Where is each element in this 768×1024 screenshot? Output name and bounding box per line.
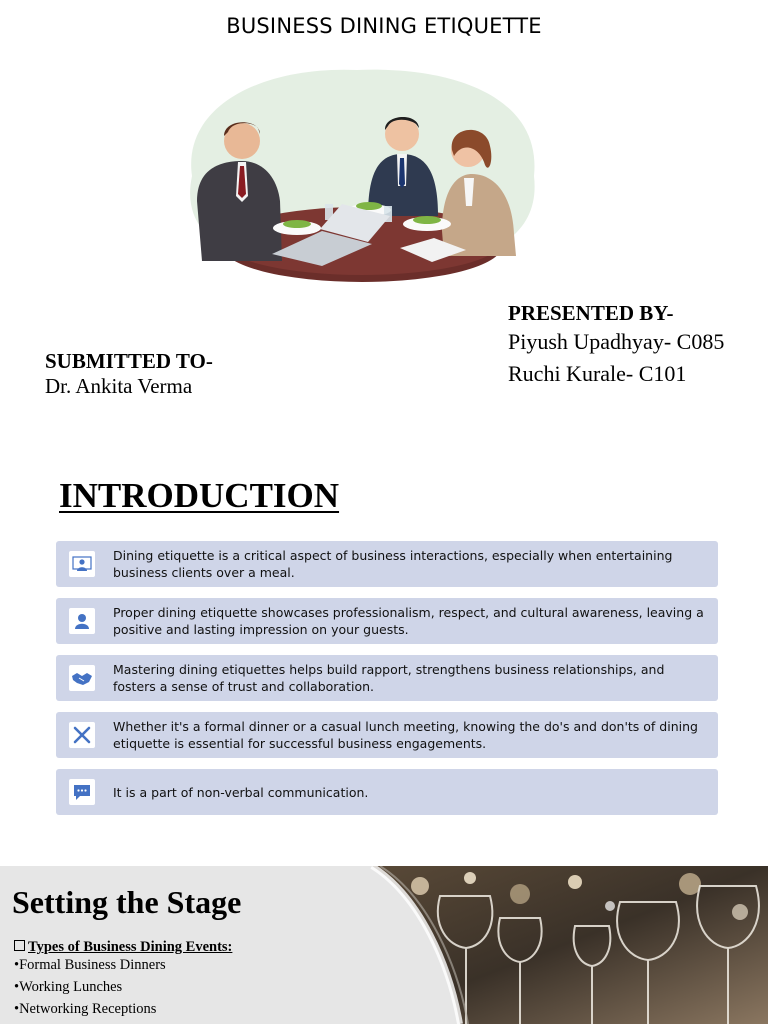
list-item-text: It is a part of non-verbal communication. — [113, 784, 369, 800]
setting-the-stage-slide — [0, 866, 768, 1024]
list-item: •Working Lunches — [14, 979, 123, 995]
chat-bubble-icon — [69, 779, 95, 805]
introduction-list — [56, 541, 718, 826]
submitted-to-name: Dr. Ankita Verma — [45, 374, 193, 398]
presenter-name: Piyush Upadhyay- C085 — [508, 329, 725, 354]
submitted-to-label: SUBMITTED TO- — [45, 349, 213, 373]
list-item: •Networking Receptions — [14, 1001, 157, 1017]
event-types-heading — [14, 939, 232, 956]
list-item: •Formal Business Dinners — [14, 957, 166, 973]
setting-the-stage-title: Setting the Stage — [12, 884, 242, 920]
handshake-icon — [69, 665, 95, 691]
submitted-to-block — [45, 348, 213, 398]
introduction-heading: INTRODUCTION — [59, 476, 340, 515]
presenter-name: Ruchi Kurale- C101 — [508, 361, 687, 386]
slide-title: BUSINESS DINING ETIQUETTE — [226, 14, 542, 38]
event-types-list — [14, 957, 166, 1023]
list-item — [56, 769, 718, 815]
list-item-text: Mastering dining etiquettes helps build rapport, strengthens business relationships, and fosters a sense of trust and collaboration. — [113, 662, 665, 694]
event-types-heading-text: Types of Business Dining Events: — [28, 939, 233, 955]
fork-knife-icon — [69, 722, 95, 748]
list-item-text: Proper dining etiquette showcases professionalism, respect, and cultural awareness, leaving a positive and lasting impression on your guests. — [113, 605, 704, 637]
presenter-icon — [69, 551, 95, 577]
business-dinner-illustration — [172, 66, 542, 288]
checkbox-bullet-icon — [14, 940, 25, 951]
list-item-text: Whether it's a formal dinner or a casual lunch meeting, knowing the do's and don'ts of dining etiquette is essential for successful business engagements. — [113, 719, 698, 751]
list-item — [56, 541, 718, 587]
list-item — [56, 655, 718, 701]
list-item-text: Dining etiquette is a critical aspect of business interactions, especially when entertaining business clients over a meal. — [113, 548, 673, 580]
presented-by-label: PRESENTED BY- — [508, 301, 674, 325]
list-item — [56, 598, 718, 644]
user-icon — [69, 608, 95, 634]
list-item — [56, 712, 718, 758]
presented-by-block — [508, 300, 724, 390]
